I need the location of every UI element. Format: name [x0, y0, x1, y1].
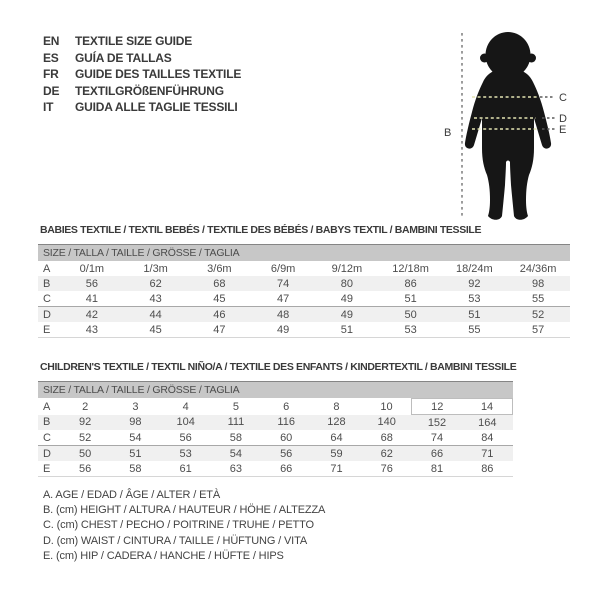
size-cell: 66: [430, 447, 444, 460]
size-cell: 10: [380, 400, 393, 413]
row-label: E: [38, 322, 60, 338]
lang-row-fr: [43, 66, 241, 83]
size-cell: 12: [412, 399, 462, 415]
size-cell: 74: [277, 277, 290, 290]
size-cell: 84: [462, 430, 512, 446]
size-cell: 18/24m: [456, 262, 493, 275]
size-cell: 41: [60, 291, 124, 307]
lang-code: ES: [43, 50, 59, 65]
size-cell: 62: [149, 277, 162, 290]
size-table-header: SIZE / TALLA / TAILLE / GRÖSSE / TAGLIA: [38, 382, 513, 398]
size-cell: 116: [277, 416, 295, 429]
chest-label: C: [559, 92, 567, 104]
size-cell: 56: [280, 447, 293, 460]
size-cell: 64: [311, 430, 361, 446]
size-cell: 152: [427, 416, 447, 429]
size-cell: 164: [478, 416, 497, 429]
size-cell: 56: [85, 277, 98, 290]
size-cell: 3/6m: [207, 262, 232, 275]
size-cell: 6/9m: [270, 262, 296, 275]
size-cell: 62: [380, 447, 393, 460]
row-label: A: [43, 400, 51, 413]
row-label: B: [43, 416, 51, 429]
size-cell: 51: [315, 322, 379, 338]
size-cell: 6: [283, 400, 290, 413]
size-cell: 45: [124, 322, 188, 338]
size-cell: 9/12m: [331, 262, 363, 275]
size-cell: 24/36m: [519, 262, 557, 275]
size-row-A: [38, 261, 570, 276]
size-row-D: [38, 446, 513, 462]
row-label: C: [38, 430, 60, 446]
legend-chest: C. (cm) CHEST / PECHO / POITRINE / TRUHE / PETTO: [43, 519, 314, 532]
lang-row-es: [43, 50, 241, 67]
legend-waist: D. (cm) WAIST / CINTURA / TAILLE / HÜFTUNG / VITA: [43, 534, 308, 547]
guide-title-it: GUIDA ALLE TAGLIE TESSILI: [75, 100, 238, 115]
row-label: A: [43, 262, 51, 275]
language-title-block: [43, 33, 241, 116]
size-cell: 92: [79, 416, 92, 429]
size-cell: 58: [110, 461, 160, 477]
children-size-table: [38, 381, 513, 477]
size-cell: 49: [340, 308, 353, 321]
size-cell: 5: [232, 400, 239, 413]
size-cell: 49: [251, 322, 315, 338]
size-cell: 66: [261, 461, 311, 477]
size-cell: 68: [213, 277, 226, 290]
size-cell: 104: [176, 416, 195, 429]
size-cell: 111: [227, 416, 245, 429]
children-section-title: CHILDREN'S TEXTILE / TEXTIL NIÑO/A / TEXTILE DES ENFANTS / KINDERTEXTIL / BAMBINI TESSILE: [40, 361, 517, 373]
size-cell: 59: [330, 447, 343, 460]
size-cell: 42: [85, 308, 98, 321]
size-row-E: [38, 461, 513, 477]
size-cell: 76: [362, 461, 412, 477]
size-cell: 71: [311, 461, 361, 477]
size-cell: 1/3m: [143, 262, 168, 275]
size-cell: 52: [60, 430, 110, 446]
size-cell: 44: [149, 308, 162, 321]
row-label: B: [43, 277, 51, 290]
size-cell: 52: [532, 308, 545, 321]
size-cell: 51: [379, 291, 443, 307]
size-cell: 2: [82, 400, 89, 413]
size-cell: 86: [462, 461, 512, 477]
babies-section-title: BABIES TEXTILE / TEXTIL BEBÉS / TEXTILE DES BÉBÉS / BABYS TEXTIL / BAMBINI TESSILE: [40, 224, 482, 236]
size-cell: 140: [377, 416, 396, 429]
size-cell: 55: [506, 291, 570, 307]
size-cell: 60: [261, 430, 311, 446]
size-cell: 58: [211, 430, 261, 446]
lang-row-it: [43, 99, 241, 116]
size-cell: 47: [188, 322, 252, 338]
size-cell: 46: [213, 308, 226, 321]
size-row-E: [38, 322, 570, 338]
children-section: [38, 361, 517, 477]
lang-code: EN: [43, 34, 60, 49]
babies-section: [38, 224, 570, 338]
size-cell: 54: [110, 430, 160, 446]
size-cell: 81: [412, 461, 462, 477]
size-cell: 43: [60, 322, 124, 338]
size-cell: 8: [333, 400, 340, 413]
size-cell: 74: [412, 430, 462, 446]
size-cell: 71: [481, 447, 494, 460]
child-silhouette: [465, 32, 551, 220]
babies-size-table: [38, 244, 570, 338]
size-cell: 51: [468, 308, 481, 321]
size-cell: 45: [188, 291, 252, 307]
row-label: E: [38, 461, 60, 477]
lang-row-de: [43, 83, 241, 100]
size-cell: 14: [462, 399, 512, 415]
size-cell: 47: [251, 291, 315, 307]
height-label: B: [444, 127, 452, 139]
size-row-A: [38, 399, 513, 415]
size-cell: 98: [129, 416, 142, 429]
babies-table-grid: [38, 261, 570, 338]
size-cell: 50: [404, 308, 417, 321]
measurement-legend: [43, 488, 325, 564]
hip-label: E: [559, 124, 567, 136]
size-cell: 12/18m: [392, 262, 429, 275]
guide-title-en: TEXTILE SIZE GUIDE: [75, 34, 193, 49]
row-label: C: [38, 291, 60, 307]
size-row-D: [38, 307, 570, 323]
waist-label: D: [559, 113, 567, 125]
size-row-B: [38, 276, 570, 291]
size-cell: 61: [161, 461, 211, 477]
size-cell: 128: [327, 416, 346, 429]
size-cell: 4: [182, 400, 189, 413]
size-cell: 80: [340, 277, 353, 290]
size-cell: 53: [179, 447, 192, 460]
size-cell: 86: [404, 277, 417, 290]
legend-height: B. (cm) HEIGHT / ALTURA / HAUTEUR / HÖHE / ALTEZZA: [43, 504, 326, 517]
size-table-header: SIZE / TALLA / TAILLE / GRÖSSE / TAGLIA: [38, 245, 570, 261]
legend-hip: E. (cm) HIP / CADERA / HANCHE / HÜFTE / HIPS: [43, 549, 284, 562]
lang-code: FR: [43, 67, 59, 82]
size-cell: 56: [60, 461, 110, 477]
row-label: D: [43, 447, 51, 460]
size-cell: 43: [124, 291, 188, 307]
size-cell: 3: [132, 400, 139, 413]
lang-code: IT: [43, 100, 54, 115]
guide-title-de: TEXTILGRÖßENFÜHRUNG: [75, 83, 224, 98]
row-label: D: [43, 308, 51, 321]
children-table-grid: [38, 398, 513, 477]
legend-age: A. AGE / EDAD / ÂGE / ALTER / ETÀ: [43, 489, 221, 501]
child-silhouette-diagram: [430, 10, 600, 235]
size-cell: 57: [506, 322, 570, 338]
size-cell: 98: [532, 277, 545, 290]
size-row-C: [38, 291, 570, 307]
size-cell: 55: [443, 322, 507, 338]
size-cell: 51: [129, 447, 142, 460]
size-cell: 53: [379, 322, 443, 338]
size-row-B: [38, 415, 513, 431]
size-cell: 54: [229, 447, 243, 460]
size-row-C: [38, 430, 513, 446]
size-cell: 63: [211, 461, 261, 477]
size-cell: 49: [315, 291, 379, 307]
size-cell: 0/1m: [79, 262, 105, 275]
size-cell: 56: [161, 430, 211, 446]
size-cell: 92: [468, 277, 481, 290]
guide-title-fr: GUIDE DES TAILLES TEXTILE: [75, 67, 242, 82]
lang-row-en: [43, 33, 241, 50]
size-cell: 50: [79, 447, 92, 460]
lang-code: DE: [43, 83, 60, 98]
size-cell: 48: [277, 308, 290, 321]
guide-title-es: GUÍA DE TALLAS: [75, 50, 172, 65]
measurement-figure: [430, 10, 600, 235]
size-cell: 53: [443, 291, 507, 307]
size-cell: 68: [362, 430, 412, 446]
